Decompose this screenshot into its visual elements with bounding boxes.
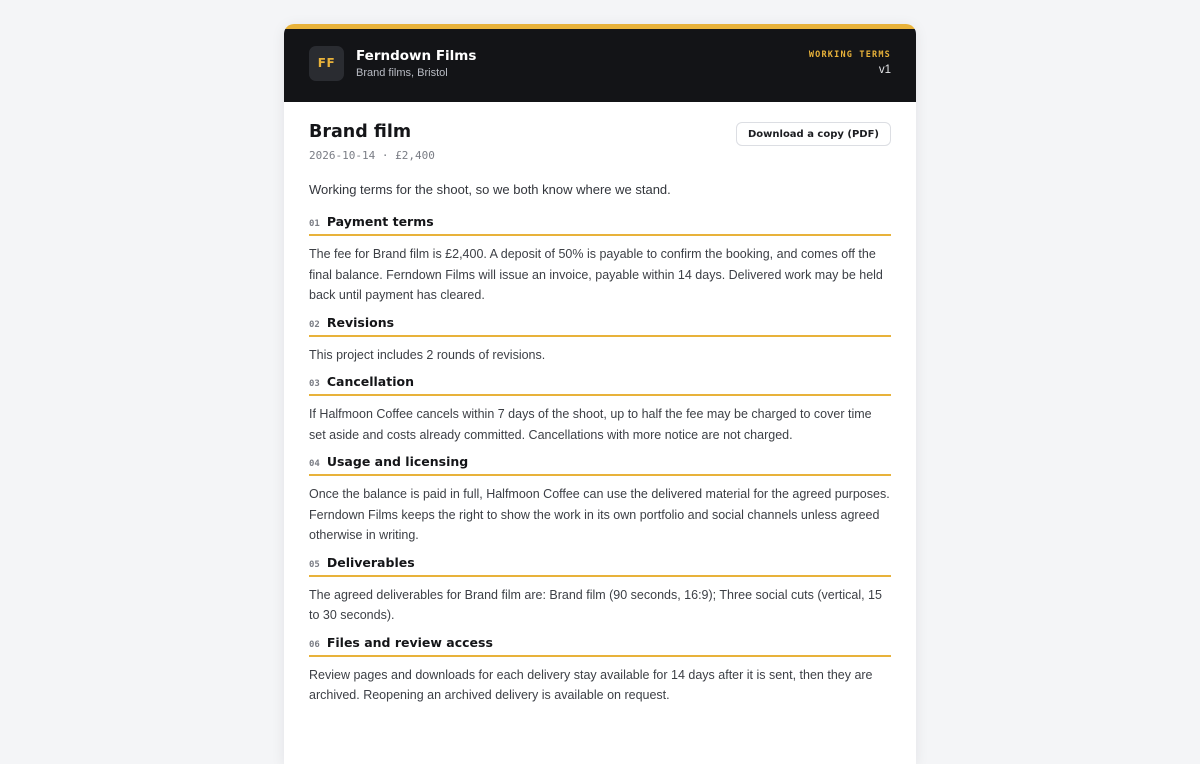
section-title: Deliverables xyxy=(326,554,415,570)
section-usage-licensing xyxy=(309,454,891,546)
section-number: 06 xyxy=(309,639,320,650)
document-title: Brand film xyxy=(309,122,412,142)
section-title: Revisions xyxy=(326,314,395,330)
document-intro: Working terms for the shoot, so we both know where we stand. xyxy=(309,182,671,197)
section-number: 05 xyxy=(309,559,320,570)
section-cancellation xyxy=(309,374,891,445)
section-title: Cancellation xyxy=(326,374,414,389)
section-heading xyxy=(309,214,891,236)
section-number: 04 xyxy=(309,459,320,469)
section-heading xyxy=(309,315,891,337)
section-files-review-access xyxy=(309,635,891,706)
section-deliverables xyxy=(309,555,891,626)
section-revisions xyxy=(309,315,891,366)
section-number: 01 xyxy=(309,219,320,229)
section-heading xyxy=(309,374,891,396)
section-number: 03 xyxy=(309,379,320,389)
download-pdf-button[interactable]: Download a copy (PDF) xyxy=(736,122,891,146)
studio-name: Ferndown Films xyxy=(356,48,477,64)
terms-card xyxy=(284,24,916,764)
section-text: If Halfmoon Coffee cancels within 7 days of the shoot, up to half the fee may be charged to cover time set aside and costs already committed. Cancellations with more notice are not charged. xyxy=(309,407,872,442)
document-meta: 2026-10-14 · £2,400 xyxy=(309,149,435,162)
studio-subtitle: Brand films, Bristol xyxy=(356,67,448,79)
section-title: Payment terms xyxy=(326,214,434,229)
section-text: This project includes 2 rounds of revisions. xyxy=(309,347,546,362)
section-text: The fee for Brand film is £2,400. A deposit of 50% is payable to confirm the booking, and comes off the final balance. Ferndown Films will issue an invoice, payable within 14 days. Delivered work may be held back until payment has cleared. xyxy=(309,247,883,302)
section-payment-terms xyxy=(309,214,891,306)
section-heading xyxy=(309,555,891,577)
studio-logo: FF xyxy=(309,46,344,81)
section-number: 02 xyxy=(309,319,320,330)
doc-type-label: WORKING TERMS xyxy=(808,50,891,60)
studio-header xyxy=(284,29,916,102)
terms-sections xyxy=(309,214,891,715)
section-title: Files and review access xyxy=(326,634,493,650)
section-title: Usage and licensing xyxy=(326,454,469,469)
section-text: Review pages and downloads for each delivery stay available for 14 days after it is sent, then they are archived. Reopening an archived delivery is available on request. xyxy=(309,667,873,702)
doc-version: v1 xyxy=(878,64,891,76)
section-heading xyxy=(309,454,891,476)
section-text: Once the balance is paid in full, Halfmoon Coffee can use the delivered material for the agreed purposes. Ferndown Films keeps the right to show the work in its own portfolio and social channels unless agreed otherwise in writing. xyxy=(309,487,890,542)
section-text: The agreed deliverables for Brand film are: Brand film (90 seconds, 16:9); Three social cuts (vertical, 15 to 30 seconds). xyxy=(309,587,882,622)
section-heading xyxy=(309,635,891,657)
